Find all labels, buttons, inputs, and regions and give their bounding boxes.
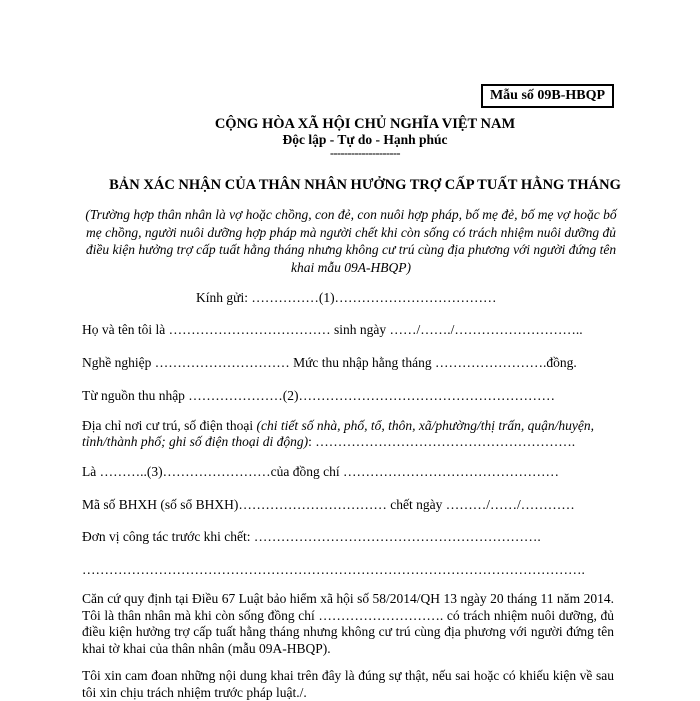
full-name-line: Họ và tên tôi là ……………………………… sinh ngày ……/……./……………………….. <box>82 322 583 337</box>
kinh-gui-line: Kính gửi: ……………(1)……………………………… <box>196 290 497 305</box>
address-label: Địa chỉ nơi cư trú, số điện thoại <box>82 418 257 433</box>
header-separator: -------------------- <box>330 146 400 160</box>
occupation-line: Nghề nghiệp ………………………… Mức thu nhập hằng tháng …………………….đồng. <box>82 355 577 370</box>
national-motto: Độc lập - Tự do - Hạnh phúc <box>282 132 448 147</box>
country-name: CỘNG HÒA XÃ HỘI CHỦ NGHĨA VIỆT NAM <box>214 116 516 132</box>
address-line-1 <box>82 418 594 434</box>
commitment-paragraph: Tôi xin cam đoan những nội dung khai trên đây là đúng sự thật, nếu sai hoặc có khiếu kiện về sau tôi xin chịu trách nhiệm trước pháp luật./. <box>82 668 614 700</box>
address-dots: : …………………………………………………. <box>308 434 576 449</box>
income-source-line: Từ nguồn thu nhập …………………(2)………………………………………………… <box>82 388 556 403</box>
address-line-2 <box>82 434 575 450</box>
instruction-note: (Trường hợp thân nhân là vợ hoặc chồng, con đẻ, con nuôi hợp pháp, bố mẹ đẻ, bố mẹ vợ hoặc bố mẹ chồng, người nuôi dưỡng hợp pháp mà người chết khi còn sống có trách nhiệm nuôi dưỡng đủ điều kiện hưởng trợ cấp tuất hằng tháng nhưng không cư trú cùng địa phương với người đứng tên khai mẫu 09A-HBQP) <box>85 207 617 275</box>
blank-dots-line: …………………………………………………………………………………………………. <box>82 562 585 577</box>
address-hint-2: tỉnh/thành phố; ghi số điện thoại di động) <box>82 434 309 449</box>
social-insurance-line: Mã số BHXH (số sổ BHXH)…………………………… chết ngày ………/……/………… <box>82 497 575 512</box>
work-unit-line: Đơn vị công tác trước khi chết: ………………………………………………………. <box>82 529 541 544</box>
legal-basis-paragraph: Căn cứ quy định tại Điều 67 Luật bảo hiểm xã hội số 58/2014/QH 13 ngày 20 tháng 11 năm 2014. Tôi là thân nhân mà khi còn sống đồng chí ………………………. có trách nhiệm nuôi dưỡng, đủ điều kiện hưởng trợ cấp tuất hằng tháng nhưng không cư trú cùng địa phương với người đứng tên khai tờ khai của thân nhân (mẫu 09A-HBQP). <box>82 591 614 656</box>
address-hint-1: (chi tiết số nhà, phố, tổ, thôn, xã/phường/thị trấn, quận/huyện, <box>256 418 594 433</box>
relationship-line: Là ………..(3)……………………của đồng chí ………………………………………… <box>82 464 559 479</box>
document-title: BẢN XÁC NHẬN CỦA THÂN NHÂN HƯỞNG TRỢ CẤP TUẤT HẰNG THÁNG <box>109 177 621 193</box>
form-code-box: Mẫu số 09B-HBQP <box>481 84 614 108</box>
